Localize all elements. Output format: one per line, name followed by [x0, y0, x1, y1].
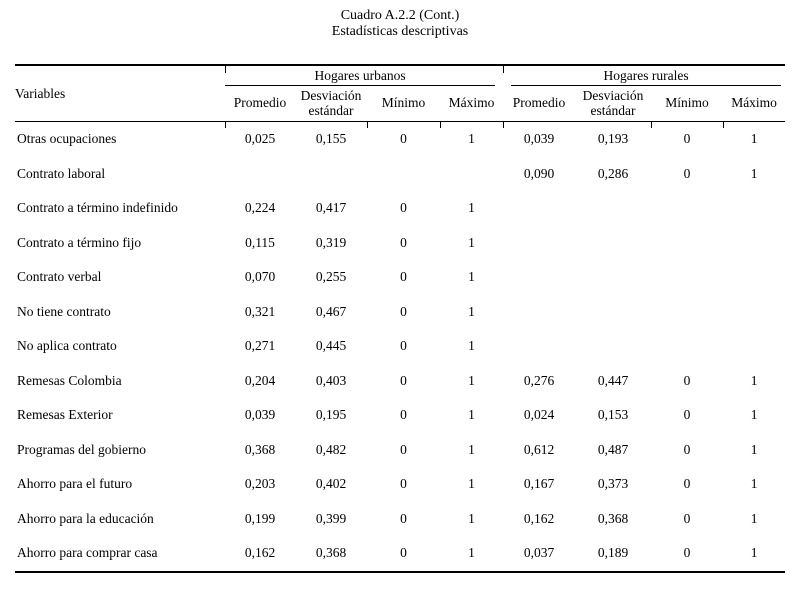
table-row — [15, 467, 785, 502]
value-cell-rural-maximo: 1 — [723, 122, 785, 157]
value-cell-urban-minimo: 0 — [400, 303, 407, 319]
table-body — [15, 122, 785, 572]
variable-cell: Contrato verbal — [17, 269, 102, 285]
value-cell-urban-desviacion: 0,368 — [295, 536, 367, 572]
value-cell-urban-desviacion: 0,155 — [315, 131, 347, 147]
value-cell-rural-desviacion — [575, 191, 651, 226]
value-cell-rural-promedio — [503, 295, 575, 330]
value-cell-urban-desviacion: 0,445 — [315, 338, 347, 354]
statistics-table — [15, 64, 785, 573]
value-cell-rural-promedio: 0,276 — [523, 372, 555, 388]
column-header-rural-minimo: Mínimo — [651, 86, 723, 122]
value-cell-urban-minimo: 0 — [400, 407, 407, 423]
value-cell-rural-desviacion: 0,487 — [597, 441, 629, 457]
table-row — [15, 226, 785, 261]
value-cell-rural-maximo: 1 — [750, 165, 758, 181]
value-cell-urban-desviacion: 0,319 — [315, 234, 347, 250]
value-cell-rural-desviacion — [575, 226, 651, 261]
value-cell-rural-desviacion: 0,447 — [597, 372, 629, 388]
value-cell-rural-desviacion — [575, 295, 651, 330]
value-cell-urban-maximo — [440, 157, 503, 192]
value-cell-urban-desviacion: 0,403 — [315, 372, 347, 388]
value-cell-urban-minimo — [367, 157, 440, 192]
value-cell-urban-promedio: 0,039 — [244, 407, 276, 423]
value-cell-urban-desviacion: 0,402 — [315, 476, 347, 492]
table-row — [15, 122, 785, 157]
value-cell-rural-minimo: 0 — [683, 510, 691, 526]
value-cell-rural-desviacion: 0,368 — [597, 510, 629, 526]
variable-cell: Ahorro para la educación — [17, 510, 154, 526]
value-cell-rural-promedio: 0,024 — [523, 407, 555, 423]
value-cell-rural-promedio: 0,090 — [523, 165, 555, 181]
value-cell-urban-minimo: 0 — [400, 372, 407, 388]
value-cell-rural-desviacion: 0,373 — [597, 476, 629, 492]
variable-cell: No aplica contrato — [17, 338, 117, 354]
value-cell-urban-desviacion — [295, 157, 367, 192]
value-cell-rural-promedio: 0,167 — [523, 476, 555, 492]
value-cell-rural-promedio — [503, 260, 575, 295]
group-header-rural — [503, 65, 785, 86]
variable-cell: Remesas Exterior — [17, 407, 113, 423]
value-cell-urban-maximo: 1 — [468, 269, 475, 285]
group-header-urban-label: Hogares urbanos — [225, 67, 495, 86]
value-cell-urban-promedio — [225, 157, 295, 192]
value-cell-urban-maximo: 1 — [468, 441, 475, 457]
variable-cell: Contrato a término fijo — [17, 234, 142, 250]
value-cell-urban-maximo: 1 — [440, 122, 503, 157]
value-cell-rural-minimo: 0 — [683, 476, 691, 492]
table-header — [15, 65, 785, 122]
value-cell-urban-maximo: 1 — [468, 200, 475, 216]
variable-cell: Programas del gobierno — [17, 441, 146, 457]
value-cell-rural-maximo: 1 — [750, 476, 758, 492]
value-cell-rural-minimo: 0 — [683, 372, 691, 388]
value-cell-urban-promedio: 0,162 — [225, 536, 295, 572]
value-cell-rural-minimo — [651, 295, 723, 330]
value-cell-urban-minimo: 0 — [400, 441, 407, 457]
value-cell-urban-promedio: 0,224 — [244, 200, 276, 216]
value-cell-urban-minimo: 0 — [367, 536, 440, 572]
value-cell-rural-promedio — [503, 226, 575, 261]
group-header-urban — [225, 65, 503, 86]
value-cell-urban-minimo: 0 — [400, 200, 407, 216]
value-cell-rural-desviacion: 0,286 — [597, 165, 629, 181]
variable-cell: No tiene contrato — [17, 303, 111, 319]
group-header-rural-label: Hogares rurales — [511, 67, 781, 86]
value-cell-urban-maximo: 1 — [468, 303, 475, 319]
value-cell-rural-desviacion — [575, 329, 651, 364]
table-row — [15, 191, 785, 226]
column-header-rural-desviacion: Desviación estándar — [575, 86, 651, 122]
variable-cell: Remesas Colombia — [17, 372, 122, 388]
value-cell-rural-desviacion: 0,193 — [597, 131, 629, 147]
value-cell-rural-minimo: 0 — [651, 122, 723, 157]
value-cell-urban-minimo: 0 — [400, 338, 407, 354]
value-cell-rural-maximo: 1 — [750, 407, 758, 423]
variable-cell: Ahorro para el futuro — [17, 476, 133, 492]
table-row — [15, 329, 785, 364]
column-header-rural-maximo: Máximo — [723, 86, 785, 122]
value-cell-rural-maximo — [723, 226, 785, 261]
value-cell-rural-minimo — [651, 260, 723, 295]
value-cell-urban-desviacion: 0,399 — [315, 510, 347, 526]
table-row — [15, 295, 785, 330]
column-header-urban-maximo: Máximo — [440, 86, 503, 122]
value-cell-rural-maximo — [723, 329, 785, 364]
value-cell-rural-maximo: 1 — [723, 536, 785, 572]
value-cell-rural-minimo: 0 — [683, 165, 691, 181]
value-cell-rural-maximo — [723, 191, 785, 226]
value-cell-urban-maximo: 1 — [440, 536, 503, 572]
value-cell-urban-maximo: 1 — [468, 338, 475, 354]
value-cell-urban-promedio: 0,115 — [245, 234, 275, 250]
table-row — [15, 260, 785, 295]
value-cell-rural-minimo — [651, 191, 723, 226]
value-cell-urban-promedio: 0,025 — [225, 122, 295, 157]
value-cell-urban-promedio: 0,199 — [244, 510, 276, 526]
value-cell-rural-promedio — [503, 329, 575, 364]
value-cell-urban-promedio: 0,204 — [244, 372, 276, 388]
table-title-line2: Estadísticas descriptivas — [331, 24, 469, 39]
value-cell-rural-minimo — [651, 329, 723, 364]
value-cell-urban-minimo: 0 — [400, 476, 407, 492]
value-cell-urban-promedio: 0,271 — [244, 338, 276, 354]
value-cell-urban-minimo: 0 — [367, 122, 440, 157]
value-cell-rural-minimo: 0 — [683, 441, 691, 457]
table-title — [15, 8, 785, 40]
value-cell-urban-promedio: 0,321 — [244, 303, 276, 319]
table-row — [15, 502, 785, 537]
column-header-rural-promedio: Promedio — [503, 86, 575, 122]
value-cell-urban-minimo: 0 — [400, 234, 407, 250]
value-cell-urban-desviacion: 0,417 — [315, 200, 347, 216]
column-header-urban-minimo: Mínimo — [367, 86, 440, 122]
variable-cell: Ahorro para comprar casa — [15, 536, 225, 572]
value-cell-urban-minimo: 0 — [400, 269, 407, 285]
table-row — [15, 364, 785, 399]
value-cell-rural-maximo — [723, 260, 785, 295]
value-cell-urban-desviacion: 0,482 — [315, 441, 347, 457]
table-title-line1: Cuadro A.2.2 (Cont.) — [340, 8, 460, 23]
group-header-row — [15, 65, 785, 86]
value-cell-rural-minimo — [651, 226, 723, 261]
value-cell-urban-desviacion: 0,255 — [315, 269, 347, 285]
value-cell-rural-minimo: 0 — [651, 536, 723, 572]
value-cell-urban-minimo: 0 — [400, 510, 407, 526]
variable-cell: Contrato laboral — [17, 165, 106, 181]
value-cell-urban-desviacion: 0,467 — [315, 303, 347, 319]
value-cell-urban-maximo: 1 — [468, 476, 475, 492]
variable-cell: Contrato a término indefinido — [17, 200, 178, 216]
column-header-urban-desviacion: Desviación estándar — [295, 86, 367, 122]
value-cell-urban-maximo: 1 — [468, 372, 475, 388]
table-row — [15, 433, 785, 468]
value-cell-rural-desviacion: 0,153 — [597, 407, 629, 423]
value-cell-urban-maximo: 1 — [468, 234, 475, 250]
value-cell-urban-desviacion: 0,195 — [315, 407, 347, 423]
value-cell-urban-promedio: 0,368 — [244, 441, 276, 457]
value-cell-rural-maximo: 1 — [750, 510, 758, 526]
value-cell-urban-maximo: 1 — [468, 510, 475, 526]
value-cell-rural-maximo: 1 — [750, 441, 758, 457]
value-cell-rural-desviacion: 0,189 — [575, 536, 651, 572]
value-cell-urban-promedio: 0,070 — [244, 269, 276, 285]
value-cell-rural-promedio: 0,039 — [503, 122, 575, 157]
value-cell-rural-minimo: 0 — [683, 407, 691, 423]
value-cell-rural-promedio — [503, 191, 575, 226]
value-cell-rural-maximo — [723, 295, 785, 330]
value-cell-urban-promedio: 0,203 — [244, 476, 276, 492]
column-header-variables: Variables — [15, 65, 225, 122]
value-cell-urban-maximo: 1 — [468, 407, 475, 423]
value-cell-rural-promedio: 0,037 — [503, 536, 575, 572]
column-header-urban-promedio: Promedio — [225, 86, 295, 122]
table-row — [15, 398, 785, 433]
value-cell-rural-maximo: 1 — [750, 372, 758, 388]
value-cell-rural-desviacion — [575, 260, 651, 295]
variable-cell: Otras ocupaciones — [17, 131, 117, 147]
table-row — [15, 536, 785, 572]
value-cell-rural-promedio: 0,612 — [523, 441, 555, 457]
value-cell-rural-promedio: 0,162 — [523, 510, 555, 526]
table-row — [15, 157, 785, 192]
